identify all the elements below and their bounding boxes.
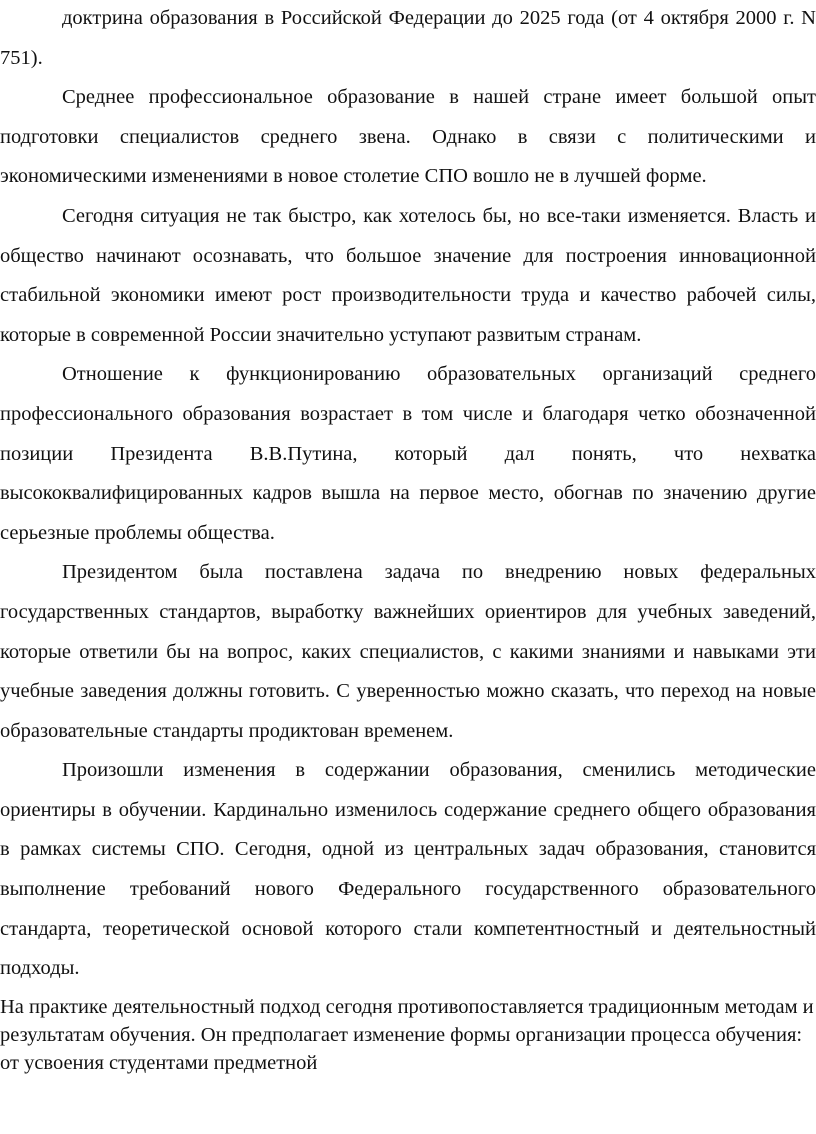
paragraph-situation-changes: Сегодня ситуация не так быстро, как хотелось бы, но все-таки изменяется. Власть и общество начинают осознавать, что большое значение для построения инновационной стабильной экономики имеют рост производительности труда и качество рабочей силы, которые в современной России значительно уступают развитым странам. xyxy=(0,204,816,346)
paragraph-activity-approach: На практике деятельностный подход сегодня противопоставляется традиционным методам и результатам обучения. Он предполагает изменение формы организации процесса обучения: от усвоения студентами предметной xyxy=(0,995,814,1074)
paragraph-content-changes: Произошли изменения в содержании образования, сменились методические ориентиры в обучении. Кардинально изменилось содержание среднего общего образования в рамках системы СПО. Сегодня, одной из центральных задач образования, становится выполнение требований нового Федерального государственного образовательного стандарта, теоретической основой которого стали компетентностный и деятельностный подходы. xyxy=(0,759,816,980)
paragraph-federal-standards: Президентом была поставлена задача по внедрению новых федеральных государственных стандартов, выработку важнейших ориентиров для учебных заведений, которые ответили бы на вопрос, каких специалистов, с какими знаниями и навыками эти учебные заведения должны готовить. С уверенностью можно сказать, что переход на новые образовательные стандарты продиктован временем. xyxy=(0,561,816,742)
paragraph-spo-experience: Среднее профессиональное образование в нашей стране имеет большой опыт подготовки специалистов среднего звена. Однако в связи с политическими и экономическими изменениями в новое столетие СПО вошло не в лучшей форме. xyxy=(0,86,816,188)
paragraph-continuation: доктрина образования в Российской Федерации до 2025 года (от 4 октября 2000 г. N 751). xyxy=(0,7,816,69)
paragraph-president-position: Отношение к функционированию образовательных организаций среднего профессионального образования возрастает в том числе и благодаря четко обозначенной позиции Президента В.В.Путина, который дал понять, что нехватка высококвалифицированных кадров вышла на первое место, обогнав по значению другие серьезные проблемы общества. xyxy=(0,363,816,544)
